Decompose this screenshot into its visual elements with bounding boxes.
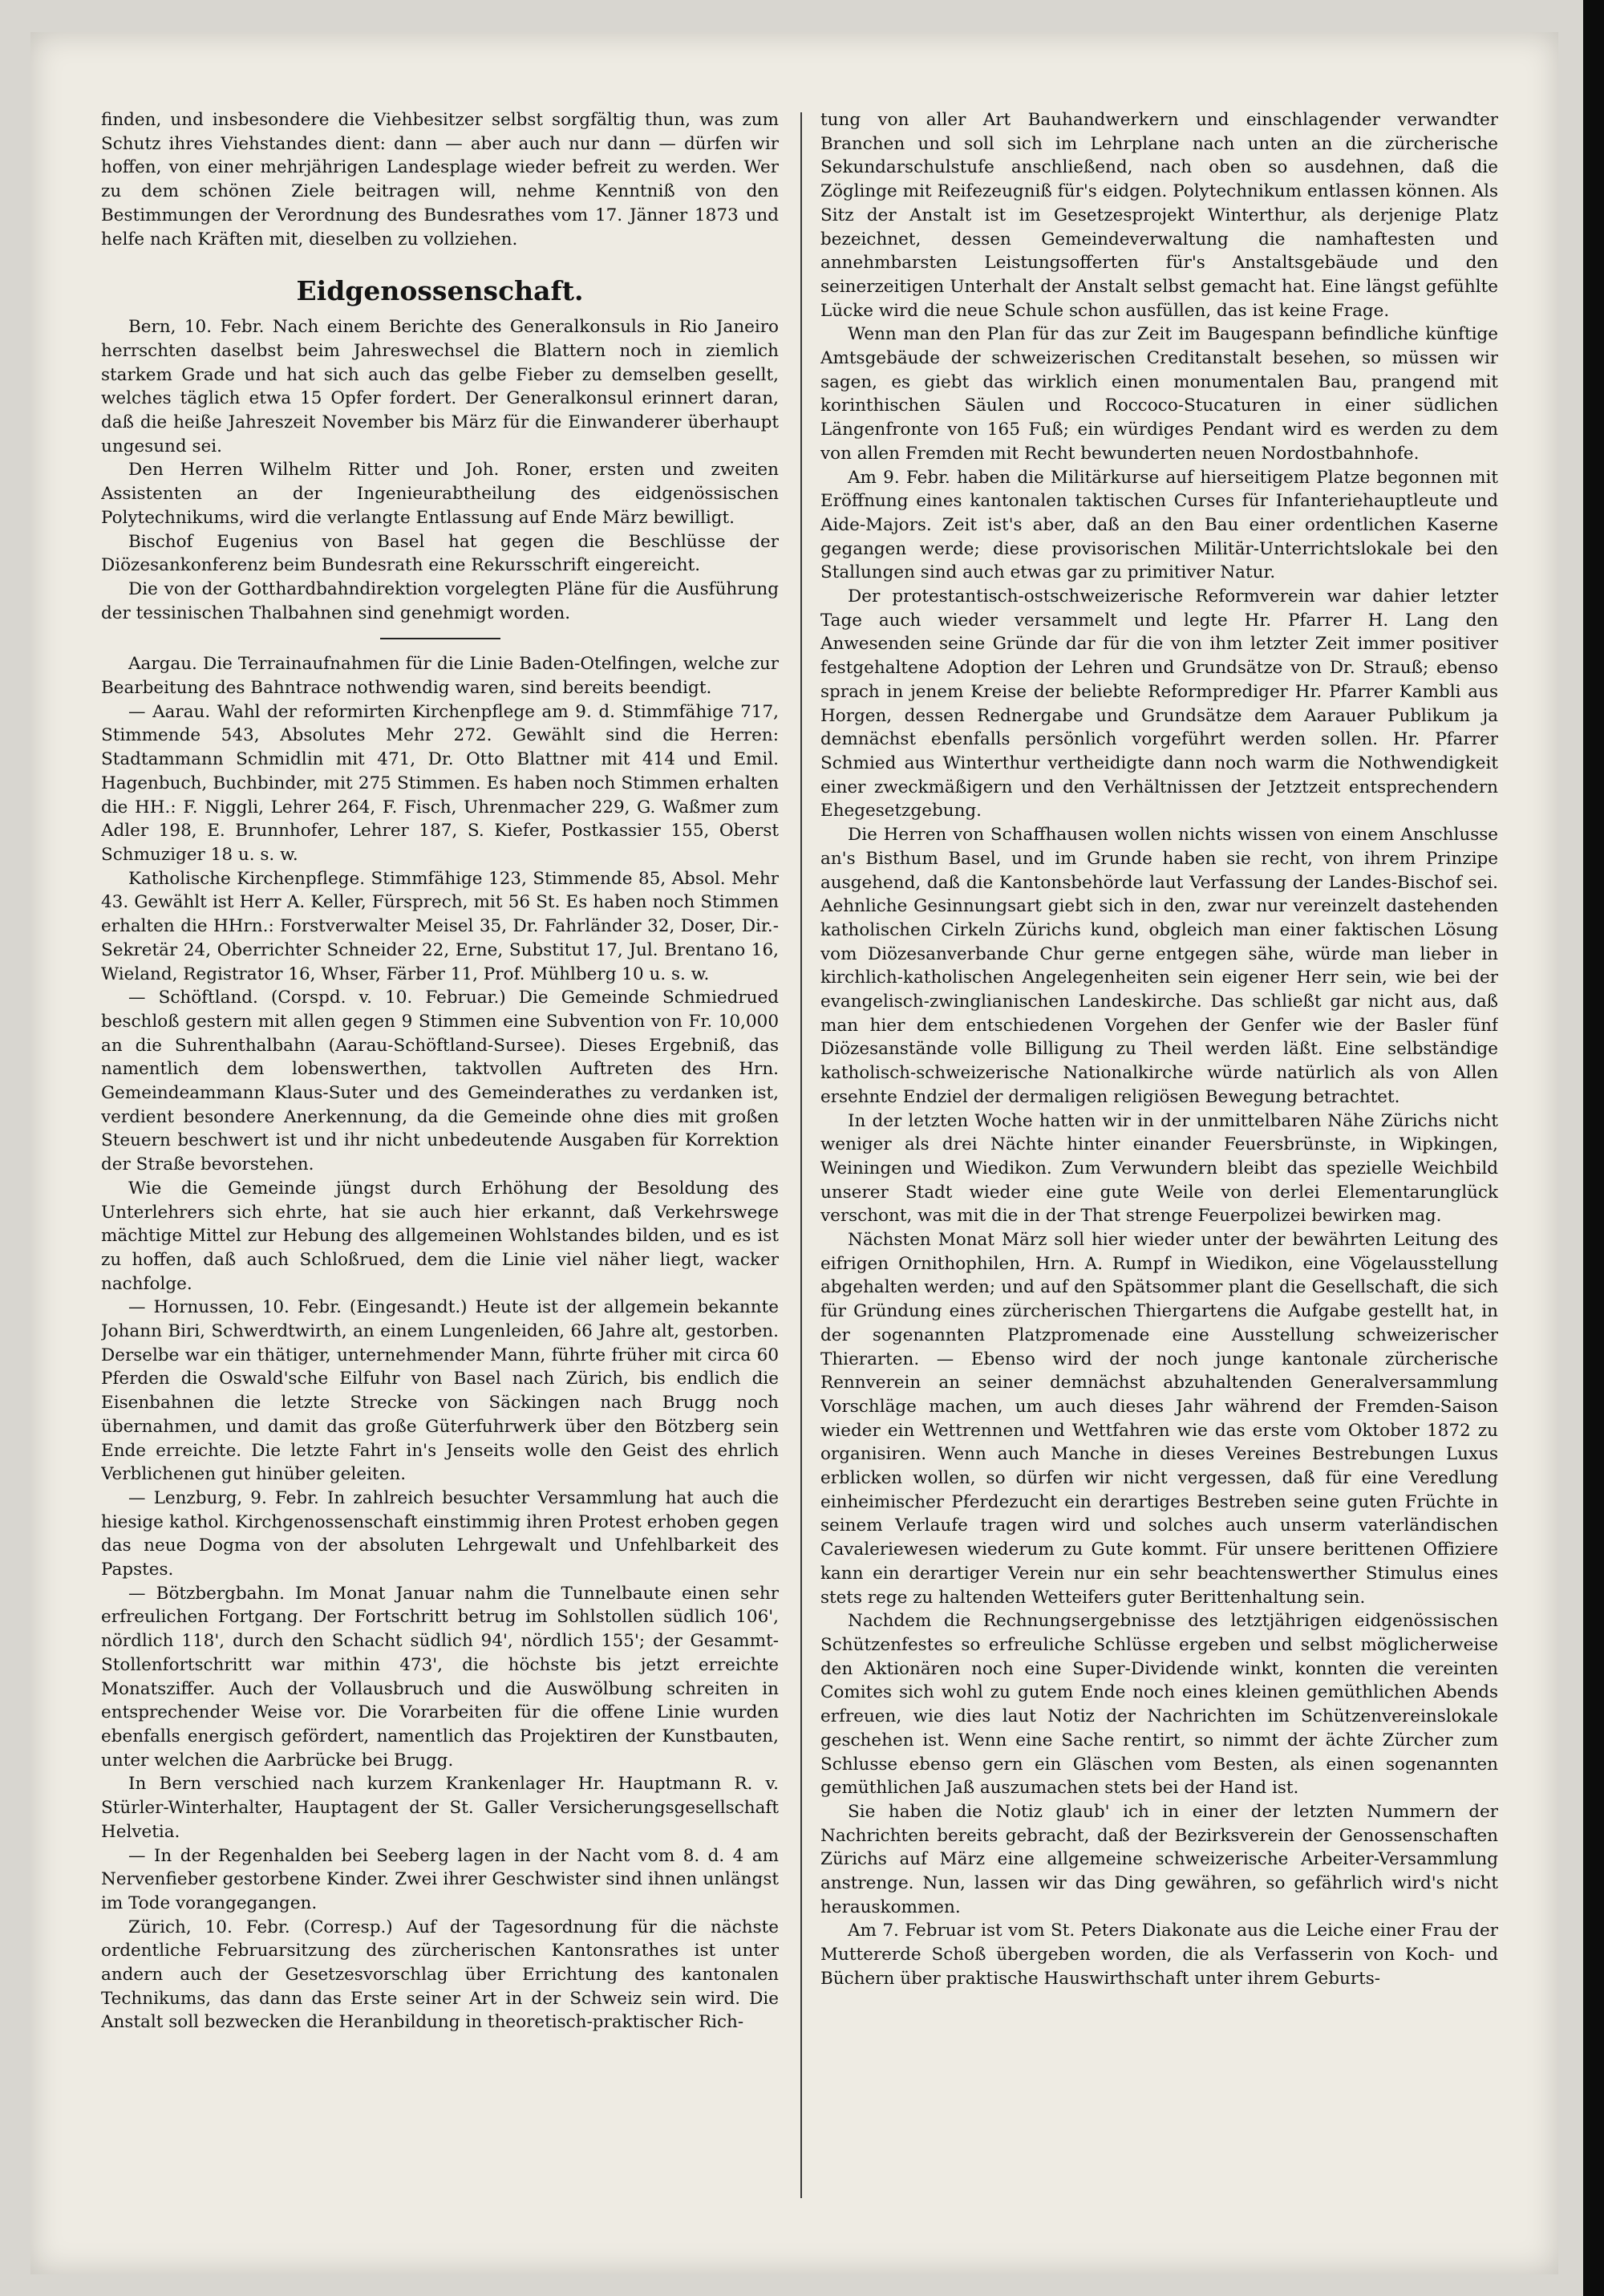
article-paragraph: Aargau. Die Terrainaufnahmen für die Linie Baden-Otelfingen, welche zur Bearbeitung des Bahntrace nothwendig waren, sind bereits beendigt. <box>101 654 779 699</box>
article-paragraph: Die von der Gotthardbahndirektion vorgelegten Pläne für die Ausführung der tessinischen Thalbahnen sind genehmigt worden. <box>101 578 779 623</box>
article-paragraph: Am 9. Febr. haben die Militärkurse auf hierseitigem Platze begonnen mit Eröffnung eines kantonalen taktischen Curses für Infanteriehauptleute und Aide-Majors. Zeit ist's aber, daß an den Bau einer ordentlichen Kaserne gegangen werde; diese provisorischen Militär-Unterrichtslokale bei den Stallungen sind auch etwas gar zu primitiver Natur. <box>820 467 1498 583</box>
article-paragraph: Zürich, 10. Febr. (Corresp.) Auf der Tagesordnung für die nächste ordentliche Februarsitzung des zürcherischen Kantonsrathes ist unter andern auch der Gesetzesvorschlag über Errichtung des kantonalen Technikums, das dann das Erste seiner Art in der Schweiz sein wird. Die Anstalt soll bezwecken die Heranbildung in theoretisch-praktischer Rich- <box>101 1917 779 2033</box>
newspaper-page <box>30 32 1558 2274</box>
article-paragraph: — Bötzbergbahn. Im Monat Januar nahm die Tunnelbaute einen sehr erfreulichen Fortgang. Der Fortschritt betrug im Sohlstollen südlich 106', nördlich 118', durch den Schacht südlich 94', nördlich 155'; der Gesammt-Stollenfortschritt war mithin 473', die höchste bis jetzt erreichte Monatsziffer. Auch der Vollausbruch und die Auswölbung schreiten in entsprechender Weise vor. Die Vorarbeiten für die offene Linie wurden ebenfalls energisch gefördert, namentlich das Projektiren der Kunstbauten, unter welchen die Aarbrücke bei Brugg. <box>101 1583 779 1771</box>
article-paragraph: Nachdem die Rechnungsergebnisse des letztjährigen eidgenössischen Schützenfestes so erfreuliche Schlüsse ergeben und selbst möglicherweise den Aktionären noch eine Super-Dividende winkt, konnten die vereinten Comites sich wohl zu gutem Ende noch eines kleinen gemüthlichen Abends erfreuen, wie dies laut Notiz der Nachrichten im Schützenvereinslokale geschehen ist. Wenn eine Sache rentirt, so nimmt der ächte Zürcher zum Schlusse ebenso gern ein Gläschen vom Besten, als einen sogenannten gemüthlichen Jaß auszumachen stets bei der Hand ist. <box>820 1611 1498 1799</box>
article-paragraph: Den Herren Wilhelm Ritter und Joh. Roner, ersten und zweiten Assistenten an der Ingenieurabtheilung des eidgenössischen Polytechnikums, wird die verlangte Entlassung auf Ende März bewilligt. <box>101 460 779 528</box>
article-paragraph: — In der Regenhalden bei Seeberg lagen in der Nacht vom 8. d. 4 am Nervenfieber gestorbene Kinder. Zwei ihrer Geschwister sind ihnen unlängst im Tode vorangegangen. <box>101 1845 779 1913</box>
article-paragraph: Bern, 10. Febr. Nach einem Berichte des Generalkonsuls in Rio Janeiro herrschten daselbst beim Jahreswechsel die Blattern noch in ziemlich starkem Grade und hat sich auch das gelbe Fieber zu demselben gesellt, welches täglich etwa 15 Opfer fordert. Der Generalkonsul erinnert daran, daß die heiße Jahreszeit November bis März für die Einwanderer überhaupt ungesund sei. <box>101 317 779 456</box>
article-paragraph: tung von aller Art Bauhandwerkern und einschlagender verwandter Branchen und soll sich im Lehrplane nach unten an die zürcherische Sekundarschulstufe anschließend, nach oben so ausdehnen, daß die Zöglinge mit Reifezeugniß für's eidgen. Polytechnikum entlassen können. Als Sitz der Anstalt ist im Gesetzesprojekt Winterthur, als derjenige Platz bezeichnet, dessen Gemeindeverwaltung die namhaftesten und annehmbarsten Leistungsofferten für's Anstaltsgebäude und den seinerzeitigen Unterhalt der Anstalt selbst gemacht hat. Eine längst gefühlte Lücke wird die neue Schule schon ausfüllen, das ist keine Frage. <box>820 110 1498 321</box>
section-divider <box>380 638 500 639</box>
article-paragraph: Nächsten Monat März soll hier wieder unter der bewährten Leitung des eifrigen Ornithophilen, Hrn. A. Rumpf in Wiedikon, eine Vögelausstellung abgehalten werden; und auf den Spätsommer plant die Gesellschaft, die sich für Gründung eines zürcherischen Thiergartens die Aufgabe gestellt hat, in der sogenannten Platzpromenade eine Ausstellung schweizerischer Thierarten. — Ebenso wird der noch junge kantonale zürcherische Rennverein an seiner demnächst abzuhaltenden Generalversammlung Vorschläge machen, um auch dieses Jahr während der Fremden-Saison wieder ein Wettrennen und Wettfahren wie das erste vom Oktober 1872 zu organisiren. Wenn auch Manche in dieses Vereines Bestrebungen Luxus erblicken wollen, so dürfen wir nicht vergessen, daß für eine Veredlung einheimischer Pferdezucht ein derartiges Bestreben seine guten Früchte in seinem Verlaufe tragen wird und solches auch unserm vaterländischen Cavaleriewesen wiederum zu Gute kommt. Für unsere berittenen Offiziere kann ein derartiger Verein nur ein sehr beachtenswerther Stimulus eines stets rege zu haltenden Wetteifers guter Berittenhaltung sein. <box>820 1230 1498 1608</box>
right-column <box>820 108 1498 2242</box>
article-paragraph: Wie die Gemeinde jüngst durch Erhöhung der Besoldung des Unterlehrers sich ehrte, hat sie auch hier erkannt, daß Verkehrswege mächtige Mittel zur Hebung des allgemeinen Wohlstandes bilden, und es ist zu hoffen, daß auch Schloßrued, dem die Linie viel näher liegt, wacker nachfolge. <box>101 1178 779 1294</box>
article-paragraph: — Aarau. Wahl der reformirten Kirchenpflege am 9. d. Stimmfähige 717, Stimmende 543, Absolutes Mehr 272. Gewählt sind die Herren: Stadtammann Schmidlin mit 471, Dr. Otto Blattner mit 414 und Emil. Hagenbuch, Buchbinder, mit 275 Stimmen. Es haben noch Stimmen erhalten die HH.: F. Niggli, Lehrer 264, F. Fisch, Uhrenmacher 229, G. Waßmer zum Adler 198, E. Brunnhofer, Lehrer 187, S. Kiefer, Postkassier 155, Oberst Schmuziger 18 u. s. w. <box>101 701 779 865</box>
article-paragraph: — Schöftland. (Corspd. v. 10. Februar.) Die Gemeinde Schmiedrued beschloß gestern mit allen gegen 9 Stimmen eine Subvention von Fr. 10,000 an die Suhrenthalbahn (Aarau-Schöftland-Sursee). Dieses Ergebniß, das namentlich dem lobenswerthen, taktvollen Auftreten des Hrn. Gemeindeammann Klaus-Suter und des Gemeinderathes zu verdanken ist, verdient besondere Anerkennung, da die Gemeinde ohne dies mit großen Steuern beschwert ist und ihr nicht unbedeutende Ausgaben für Korrektion der Straße bevorstehen. <box>101 988 779 1175</box>
column-divider <box>800 112 802 2198</box>
article-paragraph: Am 7. Februar ist vom St. Peters Diakonate aus die Leiche einer Frau der Muttererde Schoß übergeben worden, die als Verfasserin von Koch- und Büchern über praktische Hauswirthschaft unter ihrem Geburts- <box>820 1921 1498 1989</box>
section-heading: Eidgenossenschaft. <box>296 275 584 307</box>
article-paragraph: Wenn man den Plan für das zur Zeit im Baugespann befindliche künftige Amtsgebäude der schweizerischen Creditanstalt besehen, so müssen wir sagen, es giebt das wirklich einen monumentalen Bau, prangend mit korinthischen Säulen und Roccoco-Stucaturen in einer südlichen Längenfronte von 165 Fuß; ein würdiges Pendant wird es werden zu dem von allen Fremden mit Recht bewunderten neuen Nordostbahnhofe. <box>820 324 1498 464</box>
article-paragraph: Die Herren von Schaffhausen wollen nichts wissen von einem Anschlusse an's Bisthum Basel, und im Grunde haben sie recht, von ihrem Prinzipe ausgehend, daß die Kantonsbehörde laut Verfassung der Landes-Bischof sei. Aehnliche Gesinnungsart giebt sich in den, zwar nur vereinzelt dastehenden katholischen Cirkeln Zürichs kund, obgleich man einer faktischen Lösung vom Diözesanverbande Chur gerne entgegen sähe, würde man lieber in kirchlich-katholischen Angelegenheiten sein eigener Herr sein, wie bei der evangelisch-zwinglianischen Landeskirche. Das schließt gar nicht aus, daß man hier dem entschiedenen Vorgehen der Genfer wie der Basler fünf Diözesanstände volle Billigung zu Theil werden läßt. Eine selbständige katholisch-schweizerische Nationalkirche würde natürlich als von Allen ersehnte Endziel der dermaligen religiösen Bewegung betrachtet. <box>820 825 1498 1107</box>
left-column <box>101 108 779 2242</box>
article-paragraph: — Lenzburg, 9. Febr. In zahlreich besuchter Versammlung hat auch die hiesige kathol. Kirchgenossenschaft einstimmig ihren Protest erhoben gegen das neue Dogma von der absoluten Lehrgewalt und Unfehlbarkeit des Papstes. <box>101 1487 779 1580</box>
article-paragraph: Der protestantisch-ostschweizerische Reformverein war dahier letzter Tage auch wieder versammelt und legte Hr. Pfarrer H. Lang den Anwesenden seine Gründe dar für die von ihm letzter Zeit immer positiver festgehaltene Adoption der Lehren und Grundsätze von Dr. Strauß; ebenso sprach in jenem Kreise der beliebte Reformprediger Hr. Pfarrer Kambli aus Horgen, dessen Rednergabe und Grundsätze dem Aarauer Publikum ja demnächst ebenfalls persönlich vorgeführt werden sollen. Hr. Pfarrer Schmied aus Winterthur vertheidigte dann noch warm die Nothwendigkeit einer zweckmäßigern und den Verhältnissen der Jetztzeit entsprechendern Ehegesetzgebung. <box>820 586 1498 821</box>
article-paragraph: Bischof Eugenius von Basel hat gegen die Beschlüsse der Diözesankonferenz beim Bundesrath eine Rekursschrift eingereicht. <box>101 531 779 576</box>
article-paragraph: In Bern verschied nach kurzem Krankenlager Hr. Hauptmann R. v. Stürler-Winterhalter, Hauptagent der St. Galler Versicherungsgesellschaft Helvetia. <box>101 1774 779 1842</box>
article-paragraph: — Hornussen, 10. Febr. (Eingesandt.) Heute ist der allgemein bekannte Johann Biri, Schwerdtwirth, an einem Lungenleiden, 66 Jahre alt, gestorben. Derselbe war ein thätiger, unternehmender Mann, führte früher mit circa 60 Pferden die Oswald'sche Eilfuhr von Basel nach Zürich, bis endlich die Eisenbahnen die letzte Strecke von Säckingen nach Brugg noch übernahmen, und damit das große Güterfuhrwerk über den Bötzberg sein Ende erreichte. Die letzte Fahrt in's Jenseits wolle den Geist des ehrlich Verblichenen gut hinüber geleiten. <box>101 1297 779 1485</box>
intro-paragraph: finden, und insbesondere die Viehbesitzer selbst sorgfältig thun, was zum Schutz ihres Viehstandes dient: dann — aber auch nur dann — dürfen wir hoffen, von einer mehrjährigen Landesplage wieder befreit zu werden. Wer zu dem schönen Ziele beitragen will, nehme Kenntniß von den Bestimmungen der Verordnung des Bundesrathes vom 17. Jänner 1873 und helfe nach Kräften mit, dieselben zu vollziehen. <box>101 110 779 249</box>
article-paragraph: Sie haben die Notiz glaub' ich in einer der letzten Nummern der Nachrichten bereits gebracht, daß der Bezirksverein der Genossenschaften Zürichs auf März eine allgemeine schweizerische Arbeiter-Versammlung anstrenge. Nun, lassen wir das Ding gewähren, so gefährlich wird's nicht herauskommen. <box>820 1801 1498 1917</box>
article-paragraph: In der letzten Woche hatten wir in der unmittelbaren Nähe Zürichs nicht weniger als drei Nächte hinter einander Feuersbrünste, in Wipkingen, Weiningen und Wiedikon. Zum Verwundern bleibt das spezielle Weichbild unserer Stadt wieder eine gute Weile von derlei Elementarunglück verschont, was mit die in der That strenge Feuerpolizei bewirken mag. <box>820 1110 1498 1227</box>
scan-edge <box>1583 0 1604 2296</box>
article-paragraph: Katholische Kirchenpflege. Stimmfähige 123, Stimmende 85, Absol. Mehr 43. Gewählt ist Herr A. Keller, Fürsprech, mit 56 St. Es haben noch Stimmen erhalten die HHrn.: Forstverwalter Meisel 35, Dr. Fahrländer 32, Doser, Dir.-Sekretär 24, Oberrichter Schneider 22, Erne, Substitut 17, Jul. Brentano 16, Wieland, Registrator 16, Whser, Färber 11, Prof. Mühlberg 10 u. s. w. <box>101 868 779 984</box>
